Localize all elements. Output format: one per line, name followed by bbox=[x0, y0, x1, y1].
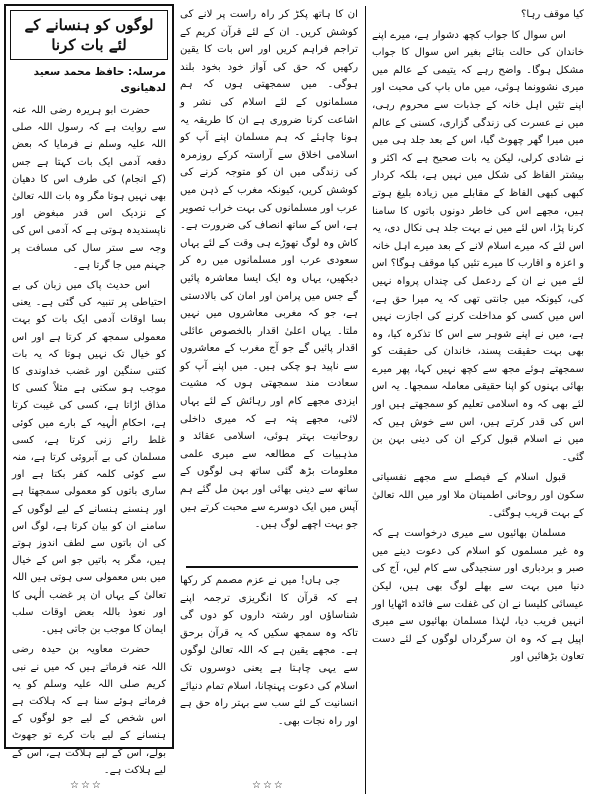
middle-column-lower bbox=[180, 572, 358, 782]
middle-section-divider bbox=[186, 566, 358, 568]
left-stars-separator: ☆☆☆ bbox=[70, 780, 103, 791]
column-divider-right bbox=[365, 6, 366, 794]
right-paragraph-3: مسلمان بھائیوں سے میری درخواست ہے کہ وہ غیر مسلموں کو اسلام کی دعوت دینے میں صبر و بردباری اور سنجیدگی سے کام لیں، آج کی دنیا میں بہت سے بھلے لوگ بھی ہیں، لیکن عیسائی کلیسا نے ان کی غفلت سے فائدہ اٹھایا اور انہیں فریب دیا، لہٰذا مسلمان بھائیوں سے میری اپیل ہے کہ وہ ان سرگرداں لوگوں کے لئے دست تعاون بڑھائیں اور bbox=[372, 528, 584, 663]
sidebar-title: لوگوں کو ہنسانے کے لئے بات کرنا bbox=[10, 10, 168, 60]
sidebar-box bbox=[4, 4, 174, 776]
sidebar-paragraph-3: حضرت معاویہ بن حیدہ رضی اللہ عنہ فرماتے ہیں کہ میں نے نبی کریم صلی اللہ علیہ وسلم کو یہ فرماتے ہوئے سنا ہے کہ ہلاکت ہے اس شخص کے لیے جو لوگوں کے ہنسانے کے لیے بات کرے تو جھوٹ بولے، اس کے لیے ہلاکت ہے، اس کے لیے ہلاکت ہے۔ bbox=[12, 644, 166, 776]
sidebar-author: مرسلہ: حافظ محمد سعید لدھیانوی bbox=[33, 66, 166, 94]
sidebar-paragraph-2: اس حدیث پاک میں زبان کی بے احتیاطی پر تنبیہ کی گئی ہے۔ یعنی بسا اوقات آدمی ایک بات کو بہت معمولی سمجھ کر کرتا ہے اور اس کو خیال تک نہیں ہوتا کہ یہ بات کتنی سنگین اور غضب خداوندی کا موجب ہو سکتی ہے مثلاً کسی کا مذاق اڑاتا ہے، کسی کی غیبت کرتا ہے، احکامِ الٰہیہ کے بارے میں کوئی غلط رائے زنی کرتا ہے، کسی مسلمان کی بے آبروئی کرتا ہے، منہ سے کوئی کلمہ کفر بکتا ہے اور ساری باتوں کو معمولی سمجھتا ہے اور ہنسنے ہنسانے کے لیے لوگوں کے سامنے ان کو بیان کرتا ہے، لوگ اس کی ان باتوں سے لطف اندوز ہوتے ہیں، مگر یہ باتیں جو اس کے خیال میں بس معمولی سی ہوتی ہیں اللہ تعالیٰ کے یہاں ان پر غضب الٰہی کا اور نعوذ باللہ بعض اوقات سلب ایمان کا موجب بن جاتی ہیں۔ bbox=[12, 280, 166, 636]
middle-paragraph-1: ان کا ہاتھ پکڑ کر راہ راست پر لانے کی کوشش کریں۔ ان کے لئے قرآن کریم کے تراجم فراہم کریں اور اس بات کا یقین رکھیں کہ حق کی آواز خود بخود بلند ہوگی۔ میں سمجھتی ہوں کہ ہم مسلمانوں کے لئے اسلام کی نشر و اشاعت کرنا ضروری ہے ان کا طریقہ یہ ہونا چاہئے کہ ہم مسلمان اپنے آپ کو اسلامی اخلاق سے آراستہ کرکے روزمرہ کی زندگی میں ان کو متوجہ کرنے کی کوشش کریں، کیونکہ مغرب کے ذہن میں عرب اور مسلمانوں کی بہت خراب تصویر ہے، اس کے ساتھ انصاف کی ضرورت ہے۔ کاش وہ لوگ تھوڑے ہی وقت کے لئے یہاں سعودی عرب اور مسلمانوں میں رہ کر دیکھیں، یہاں وہ ایک ایسا معاشرہ پائیں گے جس میں پرامن اور امان کی بالادستی ہے، جو کہ مغربی معاشروں میں نہیں ملتا۔ یہاں اعلیٰ اقدار بالخصوص عائلی اقدار پائیں گے جو آج مغرب کے معاشروں سے ناپید ہو چکی ہیں۔ میں اپنے آپ کو سعادت مند سمجھتی ہوں کہ مشیت ایزدی مجھے کام اور رہائش کے لئے یہاں لائی، مجھے پتہ ہے کہ میری داخلی روحانیت بہتر ہوئی، اسلامی عقائد و مذہبیات کے مطالعہ سے میری علمی معلومات بڑھ گئی ساتھ ہی لوگوں کے ساتھ سے دینی بھائی اور بہن مل گئے ہم آپس میں ایک دوسرے سے محبت کرتے ہیں جو بہت اچھے لوگ ہیں۔ bbox=[179, 9, 358, 531]
sidebar-paragraph-1: حضرت ابو ہریرہ رضی اللہ عنہ سے روایت ہے کہ رسول اللہ صلی اللہ علیہ وسلم نے فرمایا کہ بعض دفعہ آدمی ایک بات کہتا ہے جس (کے انجام) کی طرف اس کا دھیان بھی نہیں ہوتا مگر وہ بات اللہ تعالیٰ کے نزدیک اس قدر مبغوض اور ناپسندیدہ ہوتی ہے کہ آدمی اس کی وجہ سے ستر سال کی مسافت پر جہنم میں جا گرتا ہے۔ bbox=[12, 105, 166, 271]
sidebar-body bbox=[6, 102, 172, 779]
right-column bbox=[372, 6, 584, 796]
right-paragraph-1: اس سوال کا جواب کچھ دشوار ہے، میرے اپنے خاندان کی حالت بتائے بغیر اس سوال کا جواب مشکل ہوگا۔ واضح رہے کہ یتیمی کے عالم میں میری نشوونما ہوئی، میں ماں باپ کی محبت اور اپنے تئیں اہل خانہ کے جذبات سے محروم رہی، میں نے عسرت کی زندگی گزاری، کسنی کے عالم میں میرا گھر چھوٹ گیا، اس کے بعد جلد ہی میں نے شادی کرلی، لیکن یہ بات صحیح ہے کہ اکثر و بیشتر الفاظ کی شکل میں نہیں ہے، بلکہ کردار کبھی کبھی الفاظ کے مقابلے میں زیادہ بلیغ ہوتے ہیں، مجھے اس کی خاطر دونوں باتوں کا سامنا کرنا پڑا، اس لئے میں نے بہت جلد ہی نکال دی، یہ اس لئے کہ میرے اسلام لانے کے بعد میرے اہل خانہ و اعزہ و اقارب کا میرے تئیں کیا موقف ہوگا؟ اس لئے میں نے ان کے ردعمل کی چنداں پرواہ نہیں کی، کیونکہ میں جانتی تھی کہ یہ میرا حق ہے، اس میں کسی کو مداخلت کرنے کی اجازت نہیں ہے، میں نے اپنے شوہر سے اس کا تذکرہ کیا، وہ بھی بہت حقیقت پسند، خاندان کی حقیقت کو سمجھتے ہوئے مجھ سے کچھ نہیں کہا، پھر میرے بھائی بہنوں کو اپنا حقیقی معاملہ سمجھا۔ یہ اس لئے بھی کہ وہ اسلامی تعلیم کو سمجھتے ہیں اور اس کی قدر کرتے ہیں، اس سے خوش ہیں کہ میں نے اسلام قبول کرکے ان کی دینی بہن بن گئی۔ bbox=[372, 29, 584, 463]
middle-stars-separator: ☆☆☆ bbox=[252, 780, 285, 791]
right-heading: کیا موقف رہا؟ bbox=[520, 9, 584, 20]
middle-paragraph-2: جی ہاں! میں نے عزم مصمم کر رکھا ہے کہ قرآن کا انگریزی ترجمہ اپنے شناساؤں اور رشتہ داروں کو دوں گی تاکہ وہ سمجھ سکیں کہ یہ قرآن برحق ہے۔ مجھے یقین ہے کہ اللہ تعالیٰ لوگوں سے یہی چاہتا ہے یعنی دوسروں تک اسلام کی دعوت پہنچانا، اسلام تمام دنیائے انسانیت کے لئے سب سے بہتر راہ حق ہے اور راہ نجات بھی۔ bbox=[180, 575, 358, 727]
right-paragraph-2: قبول اسلام کے فیصلے سے مجھے نفسیاتی سکون اور روحانی اطمینان ملا اور میں اللہ تعالیٰ کے بہت قریب ہوگئی۔ bbox=[372, 472, 584, 519]
